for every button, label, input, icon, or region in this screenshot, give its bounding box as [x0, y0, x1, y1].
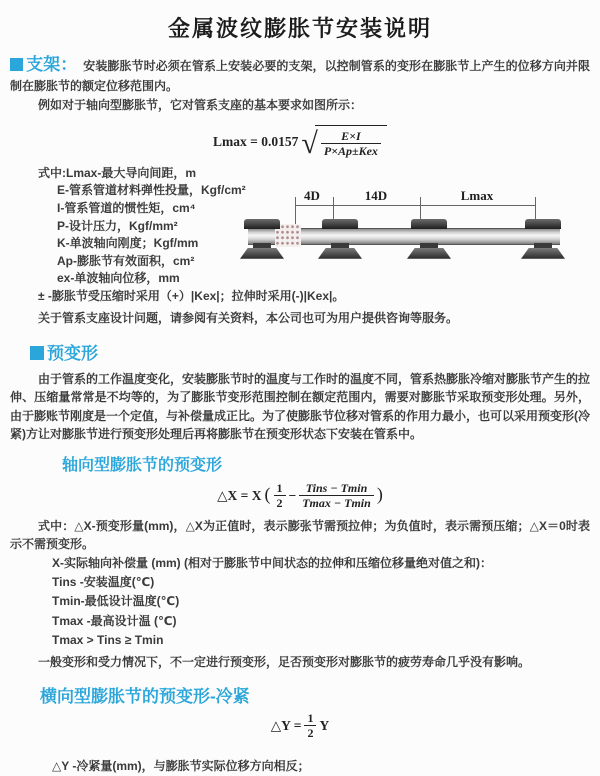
definition-line: Ap-膨胀节有效面积，cm²	[57, 253, 195, 268]
yubianxing-body-text: 由于管系的工作温度变化，安装膨胀节时的温度与工作时的温度不同，管系热膨胀冷缩对膨胀节产生的拉伸、压缩量常常是不均等的，为了膨胀节变形范围控制在额定范围内，需要对膨胀节采取预变形处理。另外，由于膨账节刚度是一个定值，与补偿量成正比。为了使膨胀节位移对管系的作用力最小，也可以采用预变形(冷紧)方让对膨胀节进行预变形处理后再将膨胀节在预变形状态下安装在管系中。	[10, 371, 591, 442]
zhijia-example-text: 例如对于轴向型膨胀节，它对管系支座的基本要求如图所示：	[38, 98, 363, 112]
formula-lmax-denominator: P×Ap±Kex	[321, 143, 381, 158]
blue-square-bullet-icon	[10, 58, 23, 71]
pipe-support	[240, 219, 284, 259]
zhijia-intro-text: 安装膨胀节时必须在管系上安装必要的支架，以控制管系的变形在膨胀节上产生的位移方向并限制在膨胀节的额定位移范围内。	[10, 59, 590, 93]
page-title: 金属波纹膨胀节安装说明	[167, 16, 432, 41]
section-zhijia-heading-label: 支架：	[26, 55, 78, 74]
definition-line: P-设计压力，Kgf/mm²	[57, 218, 178, 233]
lateral-y-definition: △Y -冷紧量(mm)，与膨胀节实际位移方向相反；	[52, 758, 310, 773]
formula-dy-lhs: △Y =	[270, 717, 302, 733]
definition-line: 式中:Lmax-最大导向间距，m	[38, 165, 197, 180]
definition-line: I-管系管道的惯性矩，cm⁴	[57, 200, 196, 215]
axial-tins-definition: Tins -安装温度(℃)	[52, 574, 155, 589]
radical-icon: √	[301, 127, 318, 161]
definition-line: ± -膨胀节受压缩时采用（+）|Kex|；拉伸时采用(-)|Kex|。	[38, 288, 345, 303]
axial-section-heading: 轴向型膨胀节的预变形	[62, 456, 223, 474]
formula-lmax	[0, 125, 600, 159]
lateral-section-heading: 横向型膨胀节的预变形-冷紧	[40, 686, 250, 706]
section-zhijia-heading	[10, 55, 77, 74]
axial-tmax-definition: Tmax -最高设计温 (℃)	[52, 613, 177, 628]
support-design-note: 关于管系支座设计问题，请参阅有关资料，本公司也可为用户提供咨询等服务。	[38, 310, 459, 325]
formula-delta-y	[0, 711, 600, 741]
formula-dy-numerator: 1	[307, 710, 314, 725]
formula-dx-lhs: △X = X	[217, 487, 262, 503]
definition-line: E-管系管道材料弹性投量，Kgf/cm²	[57, 183, 246, 198]
formula-dy-rhs: Y	[319, 717, 330, 733]
axial-temperature-inequality: Tmax > Tins ≥ Tmin	[52, 633, 164, 648]
formula-dx-numerator: Tins − Tmin	[305, 480, 368, 495]
definition-line: ex-单波轴向位移，mm	[57, 271, 180, 286]
pipe-support	[318, 219, 362, 259]
pipe-support	[407, 219, 451, 259]
half-numerator: 1	[276, 480, 283, 495]
sqrt-expression	[301, 125, 387, 159]
pipe-support-diagram	[248, 187, 593, 263]
blue-square-bullet-icon	[30, 346, 44, 360]
half-denominator: 2	[274, 495, 286, 510]
definition-line: K-单波轴向刚度；Kgf/mm	[57, 236, 199, 251]
formula-lmax-lhs: Lmax = 0.0157	[213, 133, 299, 149]
dimension-line	[295, 205, 535, 206]
dimension-label-4d: 4D	[304, 187, 320, 203]
axial-note-text: 一般变形和受力情况下，不一定进行预变形，足否预变形对膨胀节的疲劳寿命几乎没有影响。	[38, 654, 531, 669]
open-paren: (	[264, 484, 271, 505]
axial-x-definition: X-实际轴向补偿量 (mm) (相对于膨胀节中间状态的拉伸和压缩位移量绝对值之和)：	[52, 555, 492, 570]
formula-dx-denominator: Tmax − Tmin	[299, 495, 374, 510]
pipe-support	[521, 219, 565, 259]
formula-dy-denominator: 2	[304, 725, 316, 740]
minus-sign: −	[288, 487, 297, 503]
section-zhijia-paragraph	[10, 55, 590, 96]
formula-delta-x	[0, 481, 600, 511]
dimension-label-14d: 14D	[364, 187, 388, 203]
formula-lmax-numerator: E×I	[341, 129, 361, 143]
section-yubianxing-heading-label: 预变形	[47, 343, 98, 363]
definitions-and-diagram	[10, 165, 590, 306]
axial-tmin-definition: Tmin-最低设计温度(℃)	[52, 594, 180, 609]
close-paren: )	[376, 484, 383, 505]
axial-explain-text: 式中：△X-预变形量(mm)，△X为正值时，表示膨张节需预拉伸；为负值时，表示需预压缩；△X＝0时表示不需预变形。	[10, 518, 590, 552]
dimension-label-lmax: Lmax	[460, 187, 494, 203]
section-yubianxing-heading	[30, 339, 600, 364]
